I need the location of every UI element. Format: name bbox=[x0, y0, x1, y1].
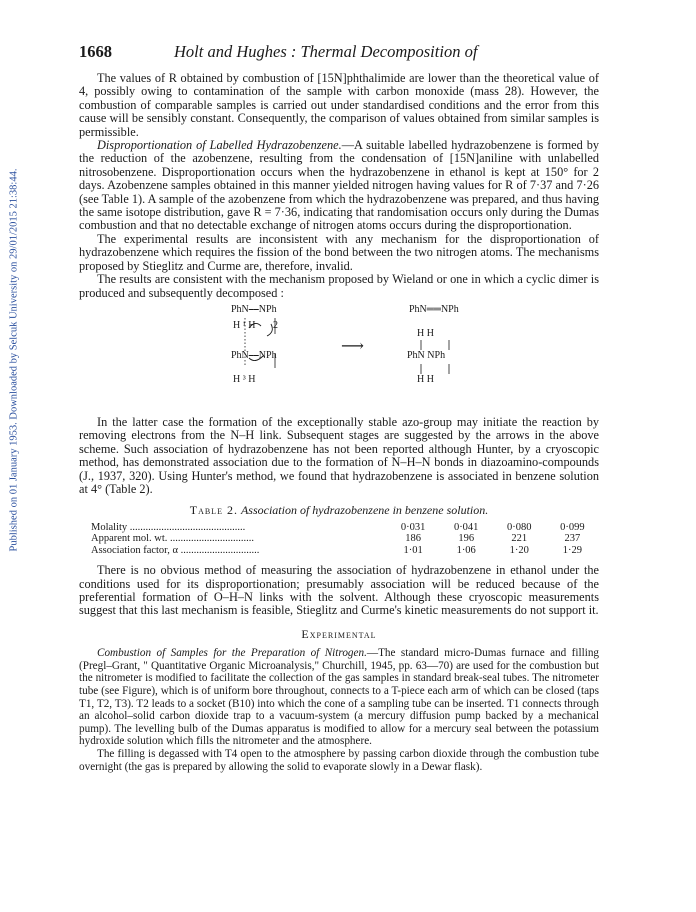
scheme-right-row2: H H bbox=[417, 327, 434, 339]
reaction-scheme bbox=[79, 304, 599, 412]
scheme-left-row2-num: 2 bbox=[273, 319, 278, 331]
table-cell: 0·041 bbox=[453, 521, 479, 533]
table-2-caption bbox=[79, 504, 599, 517]
experimental-paragraph-1-text: —The standard micro-Dumas furnace and filling (Pregl–Grant, " Quantitative Organic Microanalysis," Churchill, 1945, pp. 63—70) are used for the combustion but the nitrometer is modified to facilitate the collection of the gas samples in standard break-seal tubes. The nitrometer tube (see Figure), which is of uniform bore throughout, connects to a T-piece each arm of which can be closed (taps T1, T2, T3). T2 leads to a socket (B10) into which the cone of a sampling tube can be inserted. T1 connects through an alcohol–solid carbon dioxide trap to a vacuum-system (a mercury diffusion pump backed by a mechanical pump). The levelling bulb of the Dumas apparatus is modified to allow for a mercury seal between the potassium hydroxide solution which fills the nitrometer and the atmosphere. bbox=[79, 647, 600, 748]
article-body bbox=[79, 72, 599, 773]
paragraph-2 bbox=[79, 139, 599, 233]
scheme-left-row3: PhN⎯⎯NPh bbox=[231, 349, 277, 361]
experimental-paragraph-1-lead: Combustion of Samples for the Preparation of Nitrogen. bbox=[97, 647, 367, 660]
table-cell: 0·099 bbox=[560, 521, 585, 533]
table-row bbox=[91, 545, 599, 557]
table-cell: 1·06 bbox=[456, 544, 476, 556]
running-header bbox=[79, 42, 599, 62]
table-row bbox=[91, 522, 599, 534]
paragraph-1: The values of R obtained by combustion of [15N]phthalimide are lower than the theoretical value of 4, possibly owing to contamination of the sample with carbon monoxide (mass 28). However, the combustion of comparable samples is carried out under standardised conditions and the error from this cause will be sensibly constant. Consequently, the comparison of values obtained from similar samples is permissible. bbox=[79, 71, 599, 139]
table-row bbox=[91, 533, 599, 545]
paragraph-3: The experimental results are inconsistent with any mechanism for the disproportionation of hydrazobenzene which requires the fission of the bond between the two nitrogen atoms. The mechanisms proposed by Stieglitz and Curme are, therefore, invalid. bbox=[79, 231, 599, 273]
experimental-paragraph-2: The filling is degassed with T4 open to the atmosphere by passing carbon dioxide through the combustion tube overnight (the gas is prepared by allowing the solid to evaporate slowly in a Dewar flask). bbox=[79, 748, 599, 773]
row-label-association: Association factor, α .............................. bbox=[91, 544, 260, 556]
scheme-right-row3: PhN NPh bbox=[407, 349, 446, 361]
scheme-left-row4: H ³ H bbox=[233, 373, 256, 385]
paragraph-6: There is no obvious method of measuring the association of hydrazobenzene in ethanol under the conditions used for its disproportionation; presumably association will be reduced because of the preferential formation of O–H–N links with the solvent. Although these cryoscopic measurements suggest that this last mechanism is feasible, Stieglitz and Curme's kinetic measurements do not support it. bbox=[79, 563, 599, 618]
publication-sidebar bbox=[7, 60, 21, 660]
table-cell: 186 bbox=[405, 533, 421, 545]
sidebar-link-text[interactable]: Published on 01 January 1953. Downloaded by Selcuk University on 29/01/2015 21:38:44. bbox=[8, 168, 20, 552]
running-title: Holt and Hughes : Thermal Decomposition of bbox=[174, 42, 478, 61]
paragraph-4: The results are consistent with the mechanism proposed by Wieland or one in which a cyclic dimer is produced and subsequently decomposed : bbox=[79, 272, 599, 300]
section-heading-experimental: Experimental bbox=[301, 626, 377, 641]
scheme-left-top: PhN⎯⎯NPh bbox=[231, 303, 277, 315]
table-cell: 1·29 bbox=[562, 544, 583, 556]
paragraph-5: In the latter case the formation of the exceptionally stable azo-group may initiate the reaction by removing electrons from the N–H link. Subsequent stages are suggested by the arrows in the above scheme. Such association of hydrazobenzene has not been reported although Hunter, by a cryoscopic method, has demonstrated association due to the formation of N–H–N bonds in diazoamino-compounds (J., 1937, 320). Using Hunter's method, we found that hydrazobenzene is associated in benzene solution at 4° (Table 2). bbox=[79, 414, 599, 496]
paragraph-2-lead: Disproportionation of Labelled Hydrazobenzene. bbox=[97, 138, 342, 153]
table-2 bbox=[91, 522, 599, 557]
table-cell: 1·20 bbox=[509, 544, 529, 556]
row-label-mol-wt: Apparent mol. wt. ................................ bbox=[91, 533, 255, 545]
scheme-right-top: PhN══NPh bbox=[409, 303, 459, 315]
row-label-molality: Molality ............................................ bbox=[91, 521, 246, 533]
scheme-right-row4: H H bbox=[417, 373, 434, 385]
table-cell: 1·01 bbox=[403, 544, 423, 556]
table-cell: 237 bbox=[564, 533, 581, 545]
table-2-label: Table 2. bbox=[189, 503, 238, 518]
table-cell: 0·080 bbox=[507, 521, 532, 533]
scheme-left-row2: H ¹ H bbox=[233, 319, 256, 331]
electron-arrows-diagram bbox=[239, 314, 289, 374]
table-cell: 196 bbox=[458, 533, 475, 545]
page-number: 1668 bbox=[79, 42, 112, 61]
paragraph-2-text: —A suitable labelled hydrazobenzene is formed by the reduction of the azobenzene, resulting from the condensation of [15N]aniline with unlabelled nitrosobenzene. Disproportionation occurs when the hydrazobenzene in ethanol is kept at 150° for 2 days. Azobenzene samples obtained in this manner yielded nitrogen having values for R of 7·37 and 7·26 (see Table 1). A sample of the azobenzene from which the hydrazobenzene was prepared, and thus having the same isotope distribution, gave R = 7·36, indicating that randomisation occurs only during the Dumas combustion and that no detectable exchange of nitrogen atoms occurs during the disproportionation. bbox=[79, 138, 599, 233]
experimental-paragraph-1 bbox=[79, 647, 599, 748]
reaction-arrow: ⟶ bbox=[341, 337, 364, 355]
table-2-title: Association of hydrazobenzene in benzene solution. bbox=[240, 503, 489, 518]
table-cell: 0·031 bbox=[400, 521, 426, 533]
table-cell: 221 bbox=[511, 533, 528, 545]
scheme-right-bonds bbox=[419, 340, 479, 376]
